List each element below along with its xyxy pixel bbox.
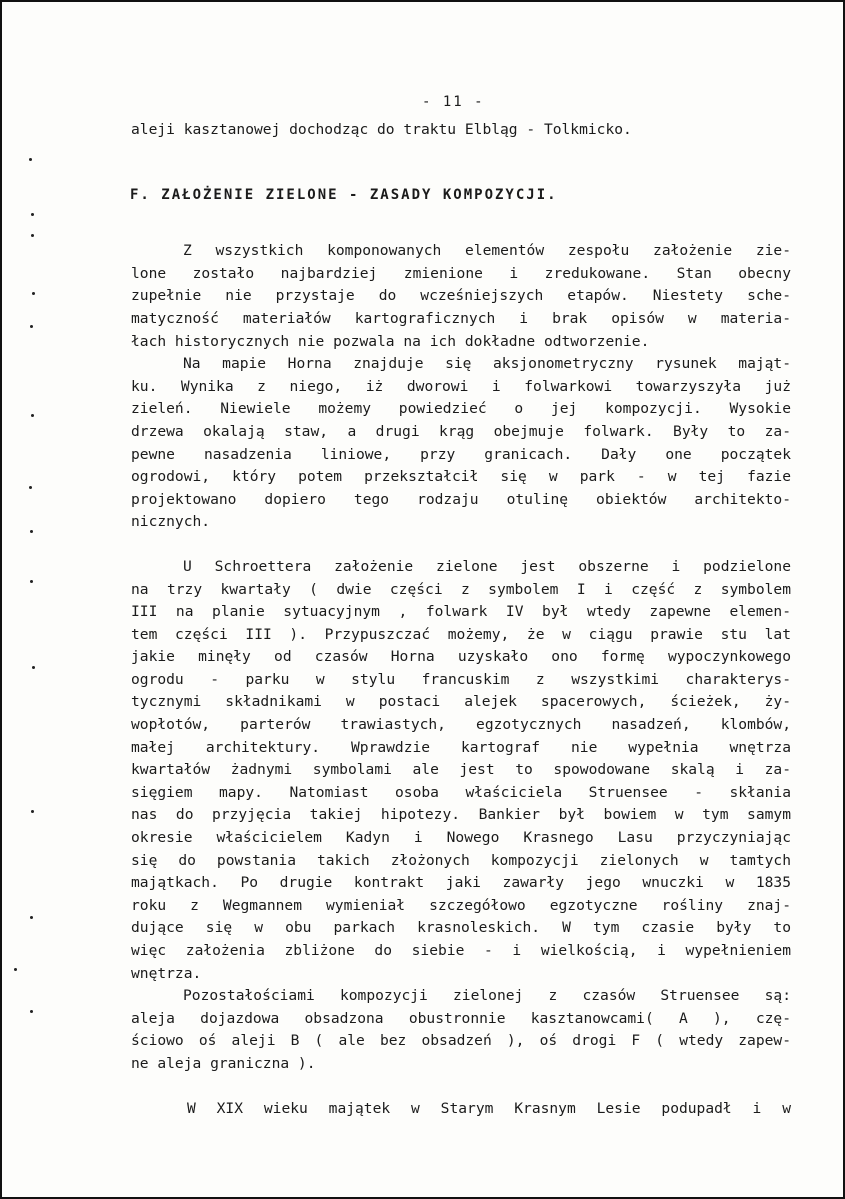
scan-speck bbox=[14, 968, 17, 971]
scan-speck bbox=[32, 292, 35, 295]
paragraph-4 bbox=[131, 985, 791, 1075]
paragraph-3 bbox=[131, 556, 791, 985]
scan-speck bbox=[30, 530, 33, 533]
text-line: matyczność materiałów kartograficznych i brak opisów w materia- bbox=[131, 309, 791, 327]
text-line: drzewa okalają staw, a drugi krąg obejmuje folwark. Były to za- bbox=[131, 422, 791, 440]
scan-speck bbox=[29, 158, 32, 161]
scan-speck bbox=[30, 916, 33, 919]
text-line: Pozostałościami kompozycji zielonej z czasów Struensee są: bbox=[183, 987, 791, 1005]
text-line: więc założenia zbliżone do siebie - i wielkością, i wypełnieniem bbox=[131, 942, 791, 959]
text-line: łach historycznych nie pozwala na ich dokładne odtworzenie. bbox=[131, 332, 650, 350]
section-heading: F. ZAŁOŻENIE ZIELONE - ZASADY KOMPOZYCJI. bbox=[130, 186, 558, 203]
text-line: okresie właścicielem Kadyn i Nowego Krasnego Lasu przyczyniając bbox=[131, 829, 791, 847]
text-line: ściowo oś aleji B ( ale bez obsadzeń ), oś drogi F ( wtedy zapew- bbox=[131, 1032, 791, 1050]
paragraph-1 bbox=[131, 240, 791, 353]
text-line: małej architektury. Wprawdzie kartograf nie wypełnia wnętrza bbox=[131, 738, 791, 756]
text-line: zupełnie nie przystaje do wcześniejszych etapów. Niestety sche- bbox=[131, 287, 791, 305]
scan-speck bbox=[30, 1010, 33, 1013]
text-line: wnętrza. bbox=[131, 964, 202, 982]
scan-speck bbox=[29, 486, 32, 489]
scan-speck bbox=[30, 580, 33, 583]
text-line: lone zostało najbardziej zmienione i zredukowane. Stan obecny bbox=[131, 264, 791, 282]
scan-speck bbox=[31, 234, 34, 237]
paragraph-2 bbox=[131, 353, 791, 534]
text-line: dujące się w obu parkach krasnoleskich. W tym czasie były to bbox=[131, 919, 791, 937]
text-line: ne aleja graniczna ). bbox=[131, 1054, 316, 1072]
text-line: III na planie sytuacyjnym , folwark IV był wtedy zapewne elemen- bbox=[131, 603, 791, 621]
text-line: na trzy kwartały ( dwie części z symbolem I i część z symbolem bbox=[131, 580, 791, 598]
text-line: wopłotów, parterów trawiastych, egzotycznych nasadzeń, klombów, bbox=[131, 716, 791, 734]
text-line: Na mapie Horna znajduje się aksjonometryczny rysunek mająt- bbox=[183, 355, 791, 373]
text-line: aleji kasztanowej dochodząc do traktu Elbląg - Tolkmicko. bbox=[131, 121, 632, 138]
scan-speck bbox=[31, 213, 34, 216]
text-line: projektowano dopiero tego rodzaju otulinę obiektów architekto- bbox=[131, 490, 791, 508]
text-line: zieleń. Niewiele możemy powiedzieć o jej kompozycji. Wysokie bbox=[131, 400, 791, 418]
text-line: tycznymi składnikami w postaci alejek spacerowych, ścieżek, ży- bbox=[131, 693, 791, 711]
text-line: aleja dojazdowa obsadzona obustronnie kasztanowcami( A ), czę- bbox=[131, 1009, 791, 1027]
text-line: ogrodowi, który potem przekształcił się w park - w tej fazie bbox=[131, 468, 791, 486]
scan-speck bbox=[31, 810, 34, 813]
text-line: roku z Wegmannem wymieniał szczegółowo egzotyczne rośliny znaj- bbox=[131, 896, 791, 914]
text-line: ogrodu - parku w stylu francuskim z wszystkimi charakterys- bbox=[131, 670, 791, 688]
text-line: Z wszystkich komponowanych elementów zespołu założenie zie- bbox=[183, 242, 791, 260]
text-line: U Schroettera założenie zielone jest obszerne i podzielone bbox=[183, 557, 791, 575]
text-line: nicznych. bbox=[131, 513, 211, 531]
text-line: ku. Wynika z niego, iż dworowi i folwarkowi towarzyszyła już bbox=[131, 377, 791, 395]
document-body bbox=[131, 119, 791, 1120]
text-line: nas do przyjęcia takiej hipotezy. Bankier był bowiem w tym samym bbox=[131, 806, 791, 824]
text-line: kwartałów żadnymi symbolami ale jest to spowodowane skalą i za- bbox=[131, 761, 791, 779]
text-line: się do powstania takich złożonych kompozycji zielonych w tamtych bbox=[131, 851, 791, 869]
page-number: - 11 - bbox=[422, 94, 485, 110]
scan-speck bbox=[32, 666, 35, 669]
text-line: tem części III ). Przypuszczać możemy, że w ciągu prawie stu lat bbox=[131, 625, 791, 643]
scan-speck bbox=[31, 414, 34, 417]
text-line: W XIX wieku majątek w Starym Krasnym Lesie podupadł i w bbox=[187, 1099, 791, 1117]
text-line: jakie minęły od czasów Horna uzyskało ono formę wypoczynkowego bbox=[131, 648, 791, 666]
scan-speck bbox=[30, 325, 33, 328]
text-line: sięgiem mapy. Natomiast osoba właściciela Struensee - skłania bbox=[131, 783, 791, 801]
paragraph-5 bbox=[131, 1098, 791, 1121]
text-line: majątkach. Po drugie kontrakt jaki zawarły jego wnuczki w 1835 bbox=[131, 874, 791, 892]
text-line: pewne nasadzenia liniowe, przy granicach. Dały one początek bbox=[131, 445, 791, 463]
